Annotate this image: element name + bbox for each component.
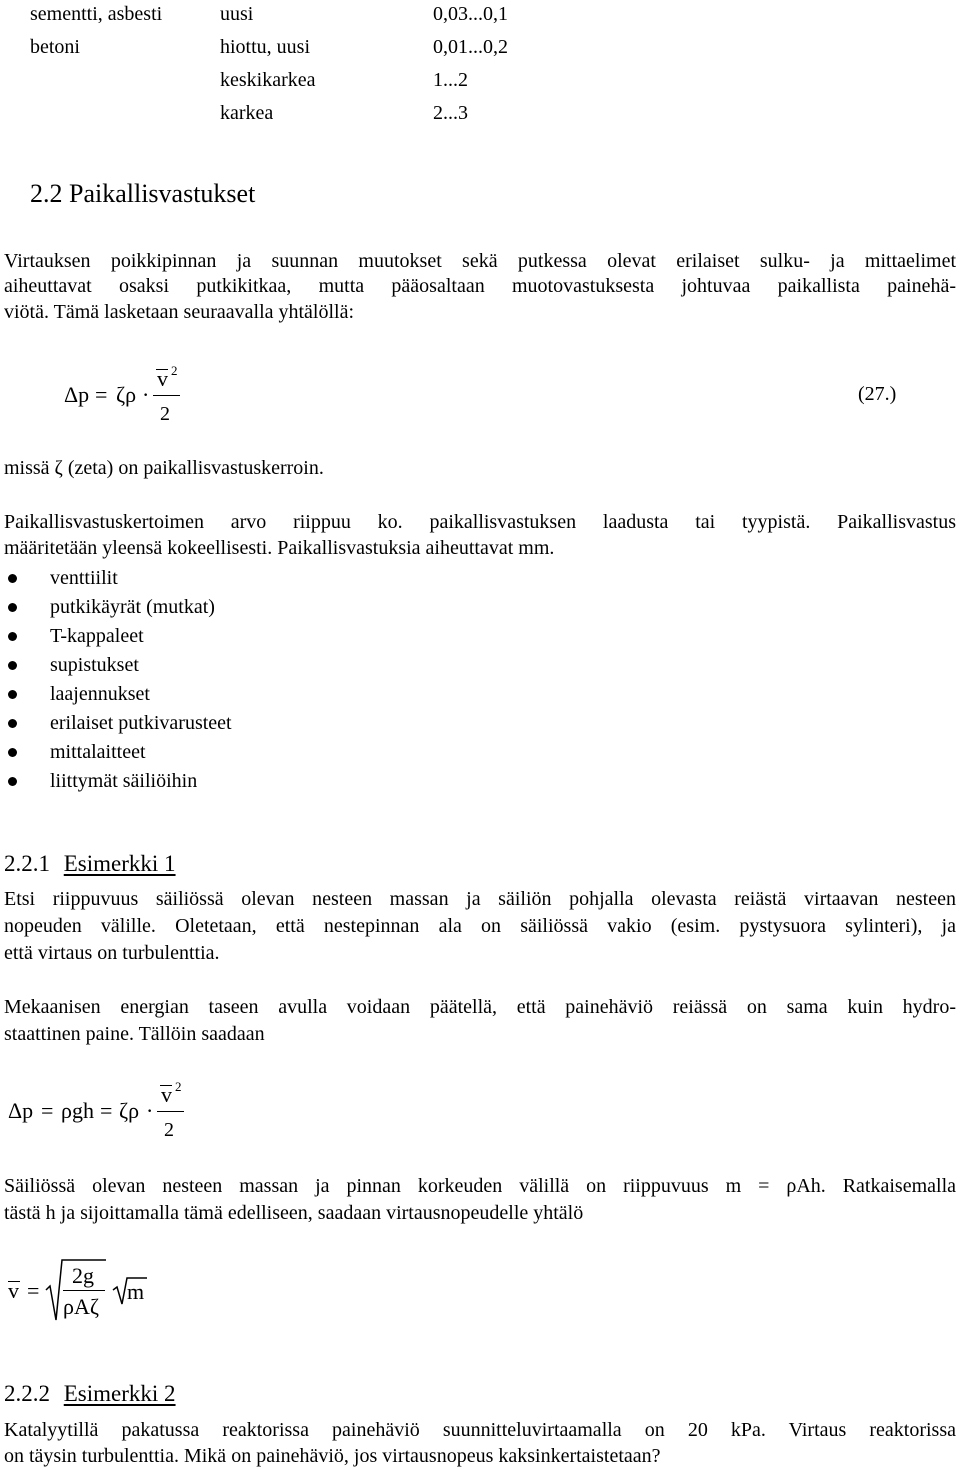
example2-title: Esimerkki 2 bbox=[63, 1381, 176, 1406]
eq-denominator: ρAζ bbox=[63, 1294, 99, 1319]
table-cell-material: betoni bbox=[30, 36, 80, 58]
paragraph-line: nopeuden välille. Oletetaan, että nestepinnan ala on säiliössä vakio (esim. pystysuora sylinteri), ja bbox=[4, 915, 956, 937]
list-item: supistukset bbox=[50, 654, 139, 676]
paragraph-line: on täysin turbulenttia. Mikä on painehäviö, jos virtausnopeus kaksinkertaistetaan? bbox=[4, 1445, 661, 1467]
eq-equals: = bbox=[95, 382, 108, 407]
table-cell-value: 0,03...0,1 bbox=[433, 3, 508, 25]
eq-rhs: ζρ bbox=[116, 382, 137, 407]
paragraph-line: Virtauksen poikkipinnan ja suunnan muutokset sekä putkessa olevat erilaiset sulku- ja mittaelimet bbox=[4, 250, 956, 272]
eq-denominator: 2 bbox=[160, 403, 170, 425]
eq-dot: · bbox=[146, 1098, 154, 1123]
table-cell-material: sementti, asbesti bbox=[30, 3, 163, 25]
fraction-bar bbox=[63, 1290, 105, 1291]
example2-number: 2.2.2 bbox=[4, 1381, 50, 1406]
eq-exponent: 2 bbox=[175, 1079, 182, 1094]
paragraph-line: Paikallisvastuskertoimen arvo riippuu ko. paikallisvastuksen laadusta tai tyypistä. Paikallisvastus bbox=[4, 511, 956, 533]
paragraph-line: määritetään yleensä kokeellisesti. Paikallisvastuksia aiheuttavat mm. bbox=[4, 537, 555, 559]
paragraph-line: Katalyytillä pakatussa reaktorissa painehäviö suunnitteluvirtaamalla on 20 kPa. Virtaus reaktorissa bbox=[4, 1419, 956, 1441]
table-cell-value: 1...2 bbox=[433, 69, 468, 91]
list-item: erilaiset putkivarusteet bbox=[50, 712, 232, 734]
list-item: mittalaitteet bbox=[50, 741, 146, 763]
eq-equals: = bbox=[41, 1098, 54, 1123]
table-cell-condition: hiottu, uusi bbox=[220, 36, 311, 58]
eq-equals: = bbox=[27, 1278, 40, 1303]
paragraph-line: staattinen paine. Tällöin saadaan bbox=[4, 1023, 265, 1045]
list-item: T-kappaleet bbox=[50, 625, 144, 647]
table-cell-condition: keskikarkea bbox=[220, 69, 316, 91]
example2-heading bbox=[4, 1382, 176, 1405]
table-cell-condition: uusi bbox=[220, 3, 254, 25]
eq-radicand: m bbox=[127, 1279, 145, 1304]
paragraph-line: tästä h ja sijoittamalla tämä edelliseen, saadaan virtausnopeudelle yhtälö bbox=[4, 1202, 584, 1224]
list-item: liittymät säiliöihin bbox=[50, 770, 198, 792]
paragraph-line: aiheuttavat osaksi putkikitkaa, mutta pääosaltaan muotovastuksesta johtuvaa paikallista painehä- bbox=[4, 275, 956, 297]
eq-numerator: 2g bbox=[72, 1263, 94, 1288]
eq-denominator: 2 bbox=[164, 1119, 174, 1141]
eq-rhs: ζρ bbox=[119, 1098, 140, 1123]
table-cell-value: 2...3 bbox=[433, 102, 468, 124]
paragraph-line: missä ζ (zeta) on paikallisvastuskerroin. bbox=[4, 457, 324, 479]
paragraph-line: Säiliössä olevan nesteen massan ja pinnan korkeuden välillä on riippuvuus m = ρAh. Ratkaisemalla bbox=[4, 1175, 956, 1197]
eq-middle: ρgh bbox=[61, 1098, 94, 1123]
example1-number: 2.2.1 bbox=[4, 851, 50, 876]
paragraph-line: Mekaanisen energian taseen avulla voidaan päätellä, että painehäviö reiässä on sama kuin hydro- bbox=[4, 996, 956, 1018]
paragraph-line: että virtaus on turbulenttia. bbox=[4, 942, 220, 964]
eq-dot: · bbox=[142, 382, 150, 407]
equation-number: (27.) bbox=[858, 383, 897, 405]
section-heading: 2.2 Paikallisvastukset bbox=[30, 179, 256, 208]
paragraph-line: Etsi riippuvuus säiliössä olevan nesteen massan ja säiliön pohjalla olevasta reiästä virtaavan nesteen bbox=[4, 888, 956, 910]
eq-equals: = bbox=[100, 1098, 113, 1123]
eq-numerator: v bbox=[157, 366, 168, 391]
eq-lhs: v bbox=[8, 1278, 19, 1303]
table-cell-condition: karkea bbox=[220, 102, 274, 124]
eq-numerator: v bbox=[161, 1082, 172, 1107]
eq-exponent: 2 bbox=[171, 363, 178, 378]
list-item: putkikäyrät (mutkat) bbox=[50, 596, 215, 618]
list-item: venttiilit bbox=[50, 567, 118, 589]
example1-title: Esimerkki 1 bbox=[63, 851, 176, 876]
list-item: laajennukset bbox=[50, 683, 150, 705]
paragraph-line: viötä. Tämä lasketaan seuraavalla yhtälöllä: bbox=[4, 301, 355, 323]
eq-lhs: Δp bbox=[8, 1098, 34, 1123]
table-cell-value: 0,01...0,2 bbox=[433, 36, 508, 58]
eq-lhs: Δp bbox=[64, 382, 90, 407]
